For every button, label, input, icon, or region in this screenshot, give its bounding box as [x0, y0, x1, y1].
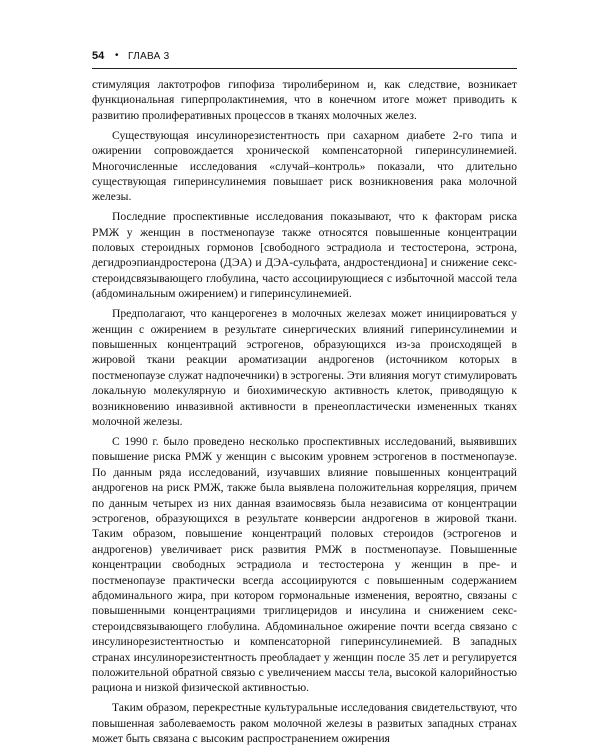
paragraph-insulin-resistance: Существующая инсулинорезистентность при сахарном диабете 2-го типа и ожирении сопровождается хронической компенсаторной гиперинсулинемией. Многочисленные исследования «случай–контроль» показали, что длительно существующая гиперинсулинемия повышает риск возникновения рака молочной железы. [92, 128, 517, 204]
paragraph-prospective-studies: Последние проспективные исследования показывают, что к факторам риска РМЖ у женщин в постменопаузе также относятся повышенные концентрации половых стероидных гормонов [свободного эстрадиола и тестостерона, эстрона, дегидроэпиандростерона (ДЭА) и ДЭА-сульфата, андростендиона] и снижение секс-стероидсвязывающего глобулина, часто ассоциирующиеся с избыточной массой тела (абдоминальным ожирением) и гиперинсулинемией. [92, 210, 517, 301]
paragraph-continued: стимуляция лактотрофов гипофиза тиролиберином и, как следствие, возникает функциональная гиперпролактинемия, что в конечном итоге может приводить к развитию пролиферативных процессов в тканях молочных желез. [92, 78, 517, 122]
paragraph-carcinogenesis: Предполагают, что канцерогенез в молочных железах может инициироваться у женщин с ожирением в результате синергических влияний гиперинсулинемии и повышенных концентраций эстрогенов, образующихся из-за происходящей в жировой ткани реакции ароматизации андрогенов (источником которых в постменопаузе служат надпочечники) в эстрогены. Эти влияния могут стимулировать локальную молекулярную и биохимическую активность клеток, приводящую к возникновению инвазивной активности в пренеопластически измененных тканях молочной железы. [92, 307, 517, 429]
paragraph-1990-studies: С 1990 г. было проведено несколько проспективных исследований, выявивших повышение риска РМЖ у женщин с высоким уровнем эстрогенов в постменопаузе. По данным ряда исследований, изучавших влияние повышенных концентраций андрогенов на риск РМЖ, также была выявлена положительная корреляция, причем по данным четырех из них данная взаимосвязь была независима от концентрации эстрогенов, образующихся в результате конверсии андрогенов в жировой ткани. Таким образом, повышение концентраций половых стероидов (эстрогенов и андрогенов) увеличивает риск развития РМЖ в постменопаузе. Повышенные концентрации свободных эстрадиола и тестостерона у женщин в пре- и постменопаузе практически всегда ассоциируются с повышенным содержанием абдоминального жира, при котором гормональные изменения, вероятно, связаны с повышенными концентрациями триглицеридов и инсулина и снижением секс-стероидсвязывающего глобулина. Абдоминальное ожирение почти всегда связано с инсулинорезистентностью и компенсаторной гиперинсулинемией. В западных странах инсулинорезистентность преобладает у женщин после 35 лет и регулируется положительной обратной связью с увеличением массы тела, высокой калорийностью рациона и низкой физической активностью. [92, 434, 517, 695]
header-rule [92, 68, 517, 69]
paragraph-conclusion: Таким образом, перекрестные культуральные исследования свидетельствуют, что повышенная заболеваемость раком молочной железы в развитых западных странах может быть связана с высоким распространением ожирения [92, 701, 517, 746]
body-text [92, 77, 517, 751]
chapter-title: ГЛАВА 3 [128, 51, 170, 62]
running-head [92, 50, 517, 70]
page-number: 54 [92, 50, 105, 62]
bullet-separator: • [115, 50, 119, 61]
